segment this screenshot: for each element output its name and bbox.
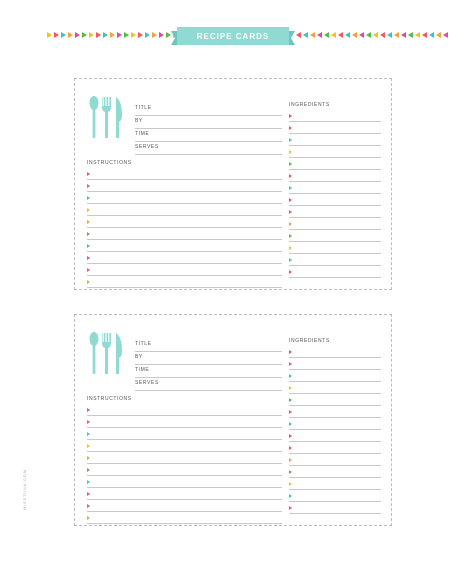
instruction-line[interactable] xyxy=(87,452,282,464)
bullet-arrow-icon xyxy=(289,246,292,250)
ingredient-line[interactable] xyxy=(289,394,381,406)
ingredient-line[interactable] xyxy=(289,502,381,514)
bunting-flag-icon xyxy=(303,32,308,38)
bullet-arrow-icon xyxy=(289,506,292,510)
bunting-flag-icon xyxy=(373,32,378,38)
instruction-line[interactable] xyxy=(87,488,282,500)
instruction-line[interactable] xyxy=(87,252,282,264)
bullet-arrow-icon xyxy=(87,492,90,496)
field-serves[interactable]: SERVES xyxy=(135,378,282,391)
bullet-arrow-icon xyxy=(87,420,90,424)
bullet-arrow-icon xyxy=(289,398,292,402)
instructions-label: INSTRUCTIONS xyxy=(87,160,132,166)
bullet-arrow-icon xyxy=(289,422,292,426)
recipe-card-1 xyxy=(74,78,392,290)
bunting-flag-icon xyxy=(345,32,350,38)
ingredient-line[interactable] xyxy=(289,490,381,502)
fork-icon xyxy=(102,97,111,138)
bunting-flag-icon xyxy=(145,32,150,38)
instruction-line[interactable] xyxy=(87,440,282,452)
bullet-arrow-icon xyxy=(87,184,90,188)
instruction-line[interactable] xyxy=(87,264,282,276)
bunting-flag-icon xyxy=(387,32,392,38)
bullet-arrow-icon xyxy=(87,480,90,484)
bunting-flag-icon xyxy=(408,32,413,38)
instruction-line[interactable] xyxy=(87,416,282,428)
ingredients-label: INGREDIENTS xyxy=(289,338,330,344)
bullet-arrow-icon xyxy=(87,444,90,448)
field-time[interactable]: TIME xyxy=(135,365,282,378)
fork-icon xyxy=(102,333,111,374)
bunting-flag-icon xyxy=(89,32,94,38)
bullet-arrow-icon xyxy=(289,198,292,202)
instruction-line[interactable] xyxy=(87,500,282,512)
bullet-arrow-icon xyxy=(87,244,90,248)
bullet-arrow-icon xyxy=(289,186,292,190)
knife-icon xyxy=(116,333,122,374)
bullet-arrow-icon xyxy=(289,258,292,262)
bunting-flag-icon xyxy=(443,32,448,38)
bullet-arrow-icon xyxy=(87,280,90,284)
bullet-arrow-icon xyxy=(87,220,90,224)
instruction-line[interactable] xyxy=(87,192,282,204)
instruction-line[interactable] xyxy=(87,180,282,192)
ingredient-line[interactable] xyxy=(289,358,381,370)
bullet-arrow-icon xyxy=(289,374,292,378)
ingredient-line[interactable] xyxy=(289,218,381,230)
instruction-line[interactable] xyxy=(87,168,282,180)
bunting-flag-icon xyxy=(82,32,87,38)
bullet-arrow-icon xyxy=(87,456,90,460)
ingredient-line[interactable] xyxy=(289,478,381,490)
spoon-icon xyxy=(90,332,99,346)
ingredients-label: INGREDIENTS xyxy=(289,102,330,108)
instruction-line[interactable] xyxy=(87,512,282,524)
ingredient-line[interactable] xyxy=(289,266,381,278)
bunting-flag-icon xyxy=(401,32,406,38)
ingredient-line[interactable] xyxy=(289,454,381,466)
bullet-arrow-icon xyxy=(87,504,90,508)
instruction-line[interactable] xyxy=(87,404,282,416)
bunting-flag-icon xyxy=(166,32,171,38)
ingredient-line[interactable] xyxy=(289,382,381,394)
instruction-line[interactable] xyxy=(87,228,282,240)
recipe-meta-fields xyxy=(135,339,282,391)
utensils-icon xyxy=(89,331,123,377)
bunting-flag-icon xyxy=(429,32,434,38)
bunting-flag-icon xyxy=(159,32,164,38)
bunting-flag-icon xyxy=(54,32,59,38)
instruction-line[interactable] xyxy=(87,464,282,476)
page-title-banner xyxy=(177,27,289,45)
bullet-arrow-icon xyxy=(87,172,90,176)
bunting-flag-icon xyxy=(338,32,343,38)
bunting-right xyxy=(296,32,448,38)
instruction-line[interactable] xyxy=(87,428,282,440)
bunting-flag-icon xyxy=(124,32,129,38)
instruction-line[interactable] xyxy=(87,276,282,288)
bunting-flag-icon xyxy=(117,32,122,38)
watermark: MISSTIINA.COM xyxy=(22,469,27,510)
instructions-section xyxy=(87,395,282,524)
bullet-arrow-icon xyxy=(289,162,292,166)
ingredient-line[interactable] xyxy=(289,406,381,418)
bunting-flag-icon xyxy=(131,32,136,38)
ingredient-line[interactable] xyxy=(289,206,381,218)
ingredient-line[interactable] xyxy=(289,194,381,206)
instruction-line[interactable] xyxy=(87,216,282,228)
bullet-arrow-icon xyxy=(87,196,90,200)
ingredient-line[interactable] xyxy=(289,430,381,442)
bullet-arrow-icon xyxy=(289,150,292,154)
bunting-flag-icon xyxy=(331,32,336,38)
ingredient-line[interactable] xyxy=(289,230,381,242)
bullet-arrow-icon xyxy=(289,270,292,274)
knife-icon xyxy=(116,97,122,138)
ingredient-line[interactable] xyxy=(289,346,381,358)
bullet-arrow-icon xyxy=(289,458,292,462)
ingredient-line[interactable] xyxy=(289,170,381,182)
recipe-card-2 xyxy=(74,314,392,526)
field-by[interactable]: BY xyxy=(135,352,282,365)
bunting-flag-icon xyxy=(138,32,143,38)
bullet-arrow-icon xyxy=(289,482,292,486)
ingredient-line[interactable] xyxy=(289,254,381,266)
bunting-flag-icon xyxy=(96,32,101,38)
bullet-arrow-icon xyxy=(87,232,90,236)
bunting-flag-icon xyxy=(47,32,52,38)
bunting-flag-icon xyxy=(352,32,357,38)
bunting-flag-icon xyxy=(110,32,115,38)
bullet-arrow-icon xyxy=(289,410,292,414)
bunting-flag-icon xyxy=(152,32,157,38)
instruction-line[interactable] xyxy=(87,476,282,488)
ingredient-line[interactable] xyxy=(289,466,381,478)
instruction-line[interactable] xyxy=(87,240,282,252)
bullet-arrow-icon xyxy=(289,174,292,178)
bunting-flag-icon xyxy=(436,32,441,38)
recipe-meta-fields xyxy=(135,103,282,155)
ingredients-section xyxy=(289,337,381,514)
bunting-flag-icon xyxy=(310,32,315,38)
bunting-flag-icon xyxy=(296,32,301,38)
bunting-flag-icon xyxy=(422,32,427,38)
ingredient-line[interactable] xyxy=(289,134,381,146)
bullet-arrow-icon xyxy=(289,234,292,238)
bunting-flag-icon xyxy=(366,32,371,38)
bullet-arrow-icon xyxy=(289,114,292,118)
bullet-arrow-icon xyxy=(289,126,292,130)
bullet-arrow-icon xyxy=(289,494,292,498)
bullet-arrow-icon xyxy=(87,432,90,436)
ingredient-line[interactable] xyxy=(289,182,381,194)
field-title[interactable]: TITLE xyxy=(135,339,282,352)
bunting-flag-icon xyxy=(317,32,322,38)
ingredient-line[interactable] xyxy=(289,370,381,382)
ingredients-section xyxy=(289,101,381,278)
ingredient-line[interactable] xyxy=(289,146,381,158)
bunting-flag-icon xyxy=(359,32,364,38)
spoon-icon xyxy=(90,96,99,110)
bullet-arrow-icon xyxy=(87,516,90,520)
instruction-line[interactable] xyxy=(87,204,282,216)
bunting-flag-icon xyxy=(380,32,385,38)
bullet-arrow-icon xyxy=(87,268,90,272)
field-by[interactable]: BY xyxy=(135,116,282,129)
ingredient-line[interactable] xyxy=(289,418,381,430)
instructions-section xyxy=(87,159,282,288)
bullet-arrow-icon xyxy=(289,350,292,354)
utensils-icon xyxy=(89,95,123,141)
field-title[interactable]: TITLE xyxy=(135,103,282,116)
bullet-arrow-icon xyxy=(87,256,90,260)
bullet-arrow-icon xyxy=(289,446,292,450)
bunting-flag-icon xyxy=(103,32,108,38)
ingredient-line[interactable] xyxy=(289,242,381,254)
ingredient-line[interactable] xyxy=(289,110,381,122)
ingredient-line[interactable] xyxy=(289,122,381,134)
bullet-arrow-icon xyxy=(289,470,292,474)
bunting-flag-icon xyxy=(75,32,80,38)
bullet-arrow-icon xyxy=(289,222,292,226)
bunting-flag-icon xyxy=(61,32,66,38)
field-serves[interactable]: SERVES xyxy=(135,142,282,155)
instructions-label: INSTRUCTIONS xyxy=(87,396,132,402)
field-time[interactable]: TIME xyxy=(135,129,282,142)
bullet-arrow-icon xyxy=(87,408,90,412)
bunting-flag-icon xyxy=(324,32,329,38)
bunting-flag-icon xyxy=(68,32,73,38)
bullet-arrow-icon xyxy=(289,362,292,366)
bunting-flag-icon xyxy=(394,32,399,38)
bullet-arrow-icon xyxy=(87,468,90,472)
bullet-arrow-icon xyxy=(289,434,292,438)
bullet-arrow-icon xyxy=(289,138,292,142)
ingredient-line[interactable] xyxy=(289,442,381,454)
bullet-arrow-icon xyxy=(289,210,292,214)
page-title: RECIPE CARDS xyxy=(196,31,270,41)
ingredient-line[interactable] xyxy=(289,158,381,170)
bunting-flag-icon xyxy=(415,32,420,38)
bullet-arrow-icon xyxy=(289,386,292,390)
bullet-arrow-icon xyxy=(87,208,90,212)
